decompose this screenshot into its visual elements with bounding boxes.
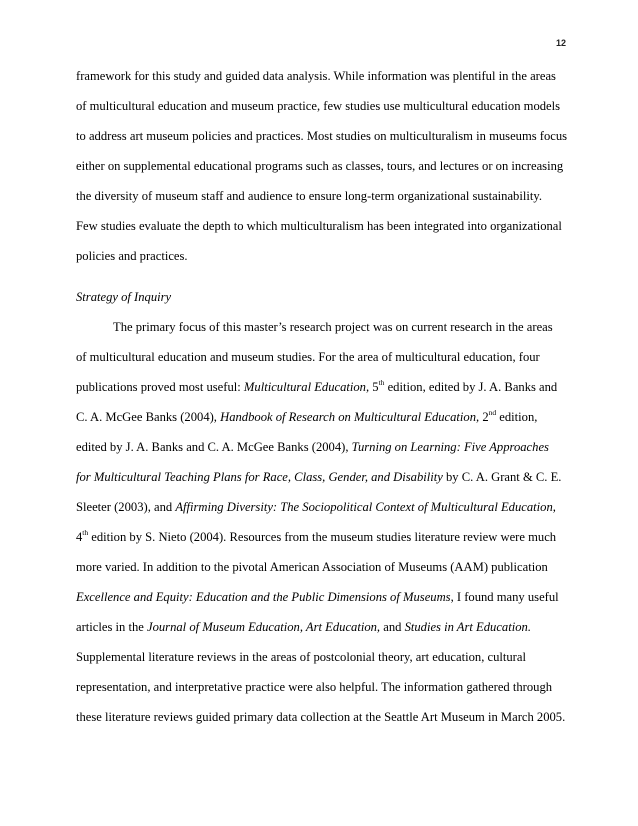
paragraph-line: either on supplemental educational programs such as classes, tours, and lectures or on increasing xyxy=(76,159,564,173)
paragraph-line: framework for this study and guided data analysis. While information was plentiful in the areas xyxy=(76,69,556,83)
paragraph-line xyxy=(76,529,556,545)
text-run: Sleeter (2003), and xyxy=(76,500,176,514)
text-run: articles in the xyxy=(76,620,147,634)
paragraph-line: representation, and interpretative practice were also helpful. The information gathered through xyxy=(76,680,553,694)
book-title: Turning on Learning: Five Approaches xyxy=(351,440,549,454)
paragraph-line xyxy=(76,619,531,635)
paragraph-line: of multicultural education and museum studies. For the area of multicultural education, four xyxy=(76,350,540,364)
paragraph-line: these literature reviews guided primary data collection at the Seattle Art Museum in March 2005. xyxy=(76,710,566,724)
book-title: for Multicultural Teaching Plans for Race, Class, Gender, and Disability xyxy=(76,470,443,484)
text-run: 4 xyxy=(76,530,83,544)
text-run: by C. A. Grant & C. E. xyxy=(442,470,562,484)
text-run: edition, xyxy=(496,410,538,424)
page-number: 12 xyxy=(555,38,566,48)
paragraph-line xyxy=(76,439,549,455)
book-title: Multicultural Education, xyxy=(243,380,370,394)
paragraph-line: Few studies evaluate the depth to which multiculturalism has been integrated into organizational xyxy=(76,219,562,233)
superscript: th xyxy=(82,527,89,537)
text-run: publications proved most useful: xyxy=(76,380,244,394)
paragraph-line xyxy=(76,379,557,395)
paragraph-line: policies and practices. xyxy=(76,249,188,263)
text-run: and xyxy=(380,620,405,634)
paragraph-line xyxy=(76,499,556,515)
paragraph-line xyxy=(76,469,561,485)
text-run: , I found many useful xyxy=(450,590,559,604)
book-title: Handbook of Research on Multicultural Education, xyxy=(220,410,480,424)
text-run: 2 xyxy=(479,410,489,424)
book-title: Affirming Diversity: The Sociopolitical Context of Multicultural Education, xyxy=(175,500,556,514)
journal-title: Studies in Art Education. xyxy=(404,620,531,634)
text-run: C. A. McGee Banks (2004), xyxy=(76,410,221,424)
paragraph-line: The primary focus of this master’s research project was on current research in the areas xyxy=(113,320,553,334)
paragraph-line xyxy=(76,409,537,425)
paragraph-line: to address art museum policies and practices. Most studies on multiculturalism in museums focus xyxy=(76,129,568,143)
paragraph-line: the diversity of museum staff and audience to ensure long-term organizational sustainability. xyxy=(76,189,542,203)
paragraph-line: more varied. In addition to the pivotal American Association of Museums (AAM) publication xyxy=(76,560,548,574)
superscript: th xyxy=(378,377,385,387)
text-run: edition, edited by J. A. Banks and xyxy=(384,380,558,394)
book-title: Excellence and Equity: Education and the Public Dimensions of Museums xyxy=(76,590,451,604)
superscript: nd xyxy=(488,407,497,417)
text-run: edited by J. A. Banks and C. A. McGee Banks (2004), xyxy=(76,440,352,454)
text-run: 5 xyxy=(369,380,379,394)
paragraph-line xyxy=(76,589,559,605)
section-heading: Strategy of Inquiry xyxy=(76,290,172,304)
paragraph-line: Supplemental literature reviews in the areas of postcolonial theory, art education, cultural xyxy=(76,650,526,664)
paragraph-line: of multicultural education and museum practice, few studies use multicultural education models xyxy=(76,99,561,113)
journal-title: Journal of Museum Education, Art Education, xyxy=(147,620,381,634)
text-run: edition by S. Nieto (2004). Resources from the museum studies literature review were much xyxy=(88,530,557,544)
